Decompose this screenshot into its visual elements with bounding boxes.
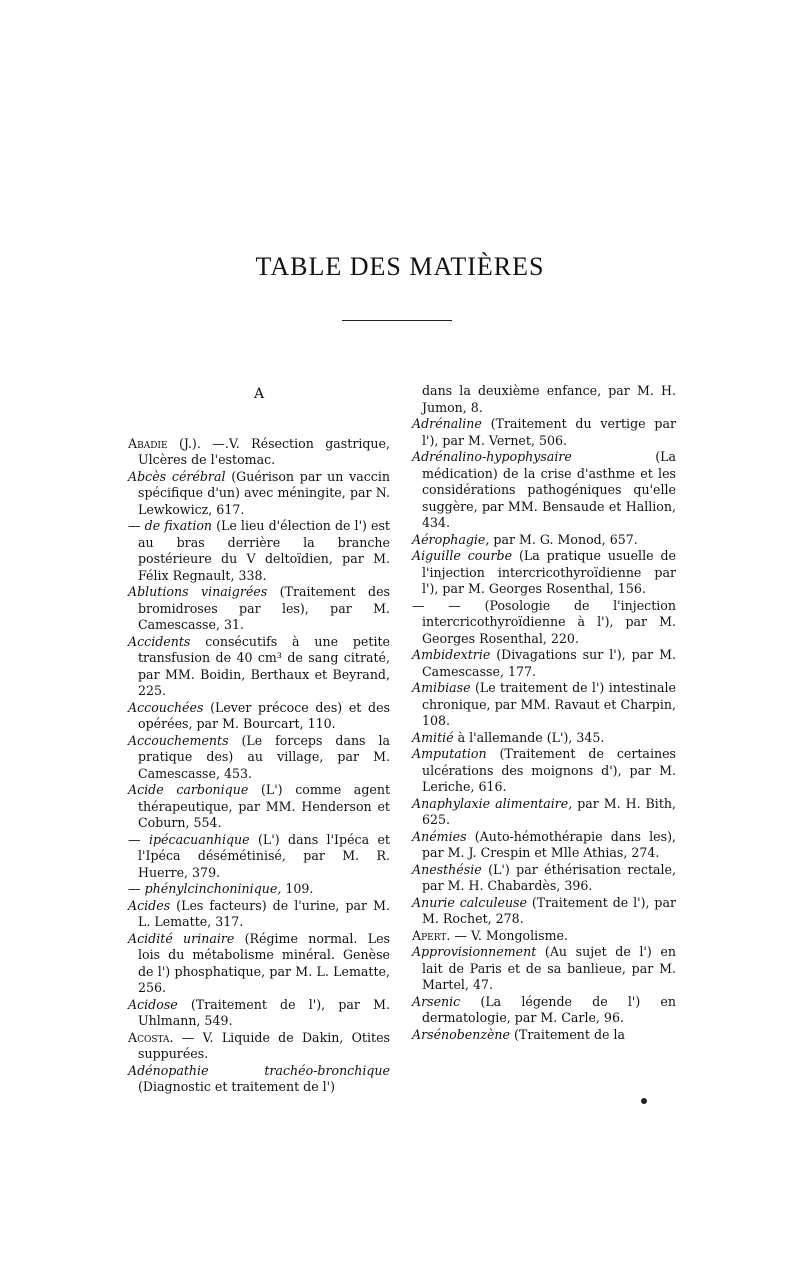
entry-text: à l'allemande (L'), 345. — [453, 729, 605, 745]
entry-heading: Amibiase — [412, 680, 471, 695]
left-entry-list — [128, 436, 390, 1096]
entry-heading: Abadie (J.). — [128, 435, 201, 451]
index-entry — [412, 548, 676, 598]
entry-text: —.V. Résection gastrique, Ulcères de l'estomac. — [138, 435, 390, 467]
entry-text: consécutifs à une petite transfusion de 40 cm³ de sang citraté, par MM. Boidin, Berthaux et Beyrand, 225. — [138, 633, 390, 698]
entry-text: (Traitement de l'), par M. Uhlmann, 549. — [138, 996, 390, 1028]
right-entry-list — [412, 416, 676, 1043]
entry-text: (Lever précoce des) et des opérées, par M. Bourcart, 110. — [138, 699, 390, 731]
entry-heading: Amputation — [412, 746, 487, 761]
index-entry — [128, 898, 390, 931]
entry-text: — V. Mongolisme. — [450, 927, 569, 943]
entry-heading: Accidents — [128, 633, 191, 649]
entry-heading: Apert. — [412, 927, 451, 943]
entry-text: (Divagations sur l'), par M. Camescasse, 177. — [422, 647, 676, 679]
index-entry — [412, 730, 676, 747]
index-entry — [128, 634, 390, 700]
index-entry — [128, 782, 390, 832]
entry-text: (L') par éthérisation rectale, par M. H. Chabardès, 396. — [422, 861, 676, 893]
index-entry — [412, 1027, 676, 1044]
left-column — [128, 383, 390, 1096]
entry-heading: Aérophagie, — [412, 531, 490, 547]
index-entry — [128, 997, 390, 1030]
index-entry — [412, 928, 676, 945]
page-title: TABLE DES MATIÈRES — [255, 252, 545, 281]
entry-heading: Abcès cérébral — [128, 468, 226, 484]
entry-text: (Guérison par un vaccin spécifique d'un) avec méningite, par N. Lewkowicz, 617. — [138, 468, 390, 517]
index-entry — [128, 733, 390, 783]
index-entry — [128, 469, 390, 519]
entry-heading: Anémies — [412, 828, 467, 844]
entry-heading: Acosta. — [128, 1029, 174, 1045]
continued-entry: dans la deuxième enfance, par M. H. Jumon, 8. — [422, 383, 676, 415]
entry-text: (Traitement de la — [510, 1026, 626, 1042]
entry-text: (Le traitement de l') intestinale chronique, par MM. Ravaut et Charpin, 108. — [422, 680, 676, 728]
entry-text: (Les facteurs) de l'urine, par M. L. Lematte, 317. — [138, 897, 390, 929]
entry-text: (La légende de l') en dermatologie, par M. Carle, 96. — [422, 993, 676, 1025]
index-entry — [412, 862, 676, 895]
entry-heading: Ambidextrie — [412, 647, 491, 662]
entry-heading: Accouchées — [128, 699, 204, 715]
right-column — [412, 383, 676, 1043]
entry-text: (Traitement de certaines ulcérations des moignons d'), par M. Leriche, 616. — [422, 746, 676, 794]
entry-heading: Anurie calculeuse — [412, 894, 527, 910]
index-entry — [412, 829, 676, 862]
entry-text: (Auto-hémothérapie dans les), par M. J. Crespin et Mlle Athias, 274. — [422, 828, 676, 860]
entry-text: (Régime normal. Les lois du métabolisme minéral. Genèse de l') phosphatique, par M. L. Lematte, 256. — [138, 930, 390, 995]
index-entry — [128, 436, 390, 469]
entry-text: (L') dans l'Ipéca et l'Ipéca désémétinisé, par M. R. Huerre, 379. — [138, 831, 390, 880]
entry-heading: Acides — [128, 897, 171, 913]
index-entry — [412, 895, 676, 928]
entry-heading: Ablutions vinaigrées — [128, 584, 268, 599]
entry-heading: Acidité urinaire — [128, 930, 235, 946]
index-entry — [128, 584, 390, 634]
entry-heading: — phénylcinchoninique, — [128, 881, 282, 896]
entry-heading: Acidose — [128, 996, 178, 1012]
entry-heading: Anaphylaxie alimentaire, — [412, 795, 573, 811]
entry-text: (La médication) de la crise d'asthme et les considérations pathogéniques qu'elle suggère, par MM. Bensaude et Hallion, 434. — [422, 449, 676, 530]
index-entry — [412, 994, 676, 1027]
index-entry — [412, 746, 676, 796]
index-entry — [412, 680, 676, 730]
entry-text: (Au sujet de l') en lait de Paris et de sa banlieue, par M. Martel, 47. — [422, 944, 676, 992]
entry-heading: Arsénobenzène — [412, 1026, 511, 1042]
index-entry — [128, 518, 390, 584]
entry-heading: — ipécacuanhique — [128, 831, 250, 847]
index-entry — [412, 416, 676, 449]
entry-text: par M. G. Monod, 657. — [489, 531, 638, 547]
entry-text: par M. H. Bith, 625. — [422, 795, 676, 827]
entry-heading: Adrénaline — [412, 416, 482, 431]
entry-heading: Anesthésie — [412, 861, 482, 877]
section-letter: A — [253, 386, 265, 402]
index-entry — [412, 796, 676, 829]
entry-heading: — — — [412, 597, 461, 613]
entry-text: (Traitement de l'), par M. Rochet, 278. — [422, 894, 676, 926]
index-entry — [128, 832, 390, 882]
entry-heading: Adrénalino-hypophysaire — [412, 449, 572, 464]
entry-heading: Adénopathie trachéo-bronchique — [128, 1062, 390, 1078]
entry-text: (Posologie de l'injection intercricothyroïdienne à l'), par M. Georges Rosenthal, 220. — [422, 597, 676, 646]
entry-text: 109. — [281, 881, 314, 896]
entry-heading: Amitié — [412, 729, 454, 745]
title-rule — [342, 320, 452, 321]
index-entry — [412, 532, 676, 549]
entry-heading: Accouchements — [128, 732, 229, 748]
index-entry — [412, 944, 676, 994]
entry-heading: Aiguille courbe — [412, 548, 513, 563]
entry-text: (Traitement du vertige par l'), par M. Vernet, 506. — [422, 416, 676, 448]
entry-heading: — de fixation — [128, 518, 213, 533]
index-entry — [128, 931, 390, 997]
entry-text: (Traitement des bromidroses par les), par M. Camescasse, 31. — [138, 584, 390, 632]
index-entry — [412, 449, 676, 532]
index-entry — [128, 881, 390, 898]
index-entry — [128, 1063, 390, 1096]
entry-text: (Diagnostic et traitement de l') — [138, 1079, 336, 1094]
entry-text: (Le lieu d'élection de l') est au bras derrière la branche postérieure du V deltoïdien, par M. Félix Regnault, 338. — [138, 518, 390, 583]
entry-text: (La pratique usuelle de l'injection intercricothyroïdienne par l'), par M. Georges Rosenthal, 156. — [422, 548, 676, 596]
ink-mark — [641, 1098, 647, 1104]
entry-heading: Approvisionnement — [412, 944, 537, 959]
index-entry — [128, 700, 390, 733]
entry-text: (Le forceps dans la pratique des) au village, par M. Camescasse, 453. — [138, 732, 390, 781]
entry-heading: Acide carbonique — [128, 782, 249, 797]
entry-heading: Arsenic — [412, 993, 461, 1009]
entry-text: (L') comme agent thérapeutique, par MM. Henderson et Coburn, 554. — [138, 782, 391, 830]
index-entry — [128, 1030, 390, 1063]
entry-text: — V. Liquide de Dakin, Otites suppurées. — [138, 1029, 390, 1061]
index-entry — [412, 647, 676, 680]
index-entry — [412, 598, 676, 648]
